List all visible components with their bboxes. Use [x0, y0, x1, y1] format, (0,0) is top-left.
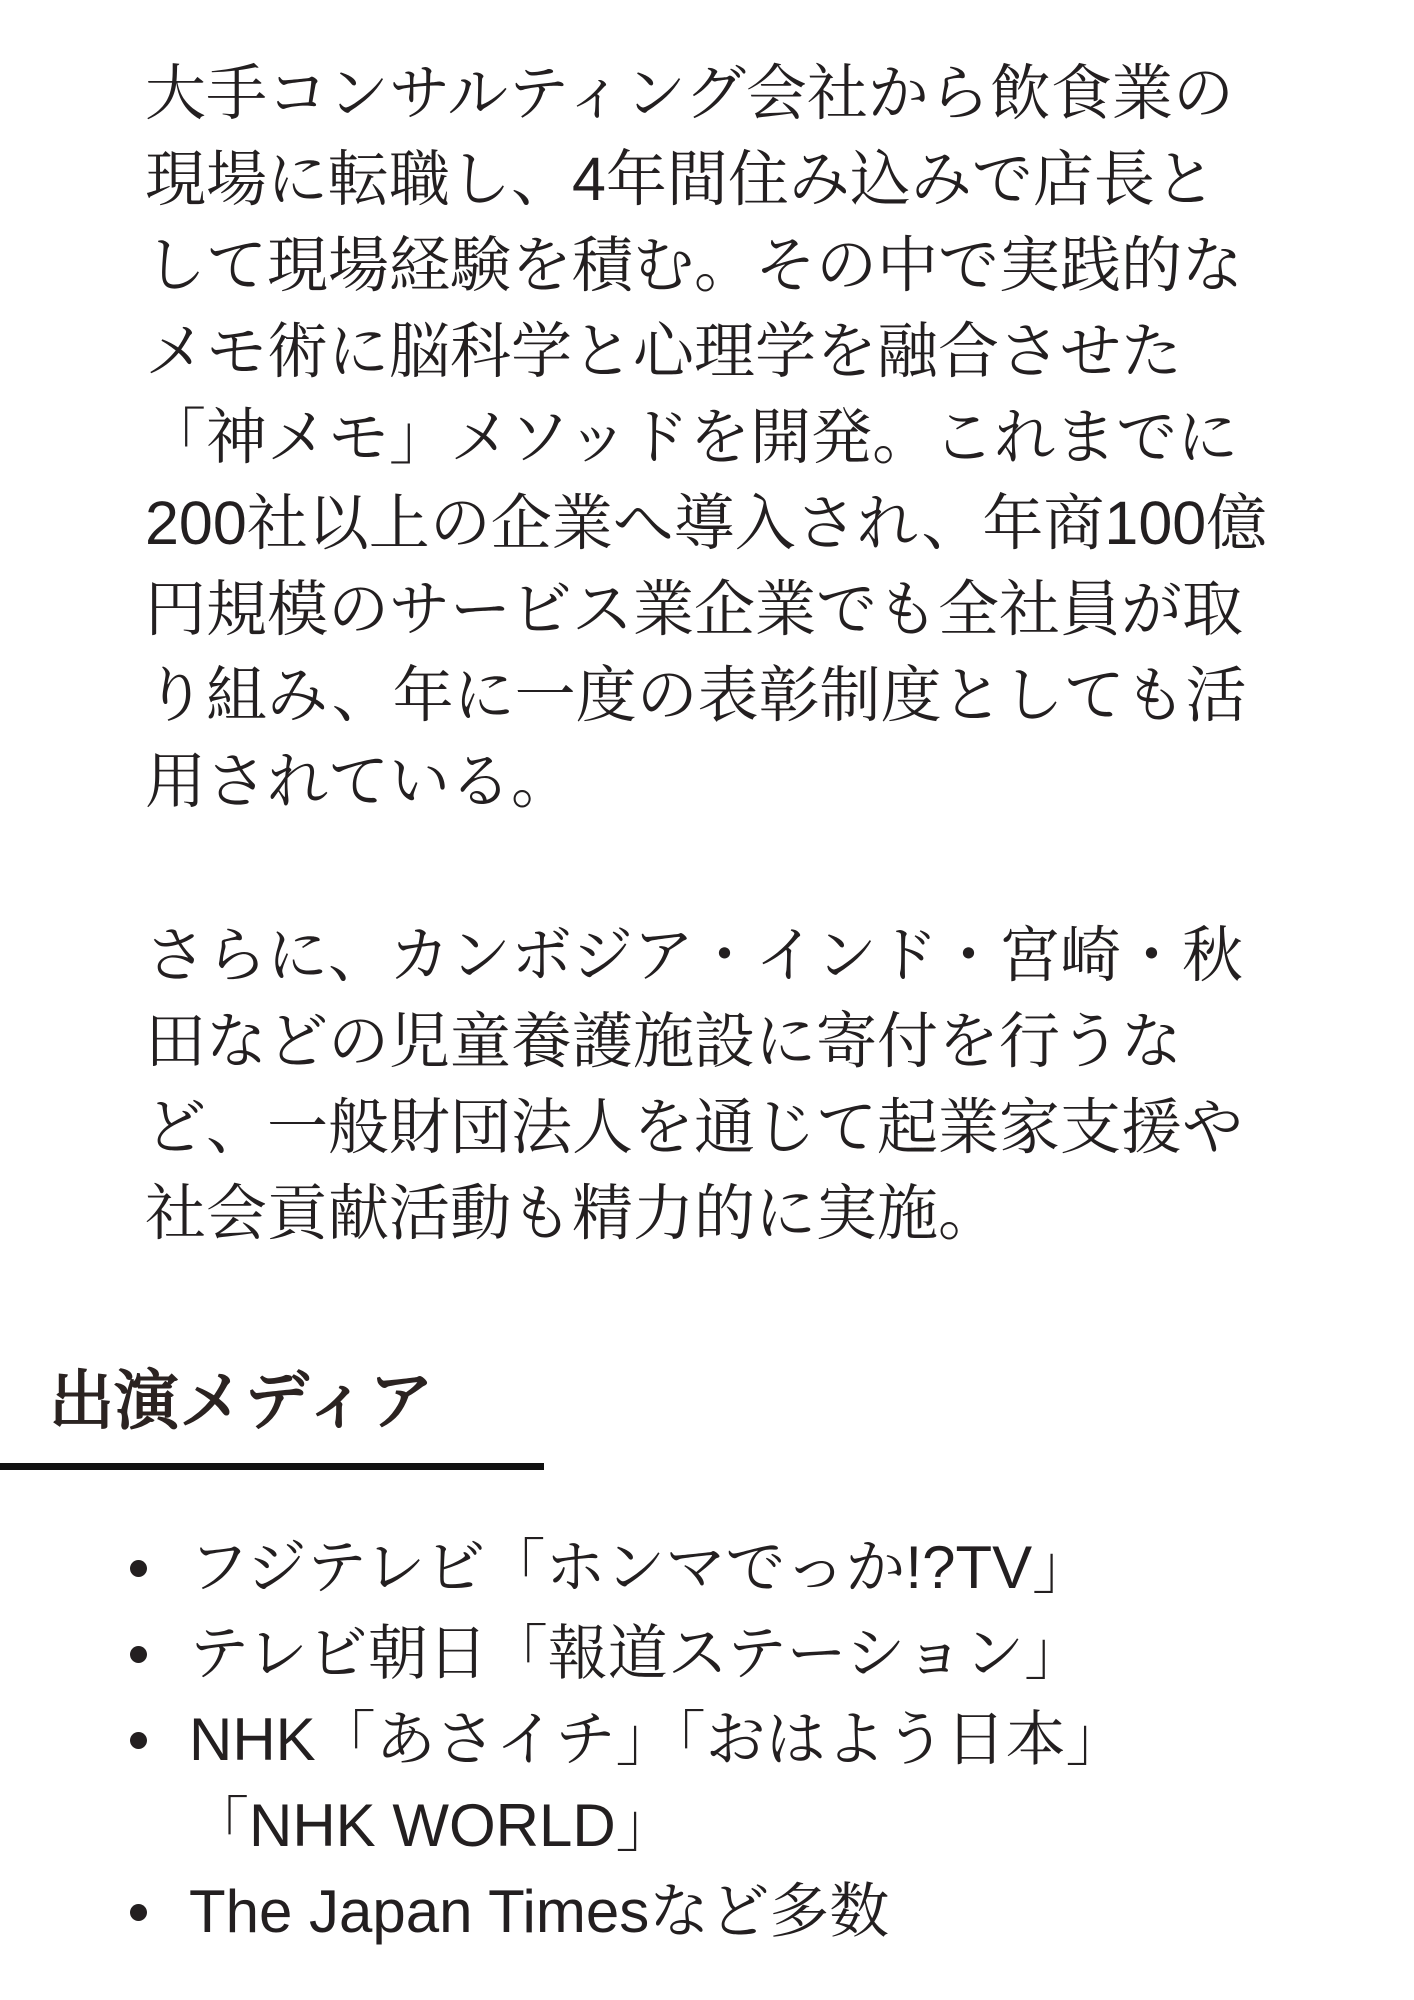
profile-line: 社会貢献活動も精力的に実施。: [145, 1179, 1000, 1247]
media-item-text: フジテレビ「ホンマでっか!?TV」: [189, 1534, 1093, 1601]
heading-underline: [0, 1463, 544, 1470]
media-list: [0, 1525, 1126, 1955]
media-item-text: 「NHK WORLD」: [189, 1792, 676, 1859]
profile-paragraph: [145, 50, 1267, 824]
profile-line: 大手コンサルティング会社から飲食業の: [145, 59, 1234, 127]
profile-line: 円規模のサービス業企業でも全社員が取: [145, 575, 1244, 643]
media-list-item: [0, 1697, 1126, 1869]
profile-line: 現場に転職し、4年間住み込みで店長と: [145, 145, 1216, 213]
profile-line: 「神メモ」メソッドを開発。これまでに: [145, 403, 1239, 471]
media-list-item: [0, 1525, 1126, 1611]
profile-line: して現場経験を積む。その中で実践的な: [145, 231, 1244, 299]
bullet-icon: [130, 1560, 147, 1577]
profile-line: 用されている。: [145, 747, 573, 815]
bullet-icon: [130, 1646, 147, 1663]
profile-line: さらに、カンボジア・インド・宮崎・秋: [145, 921, 1244, 989]
profile-line: 200社以上の企業へ導入され、年商100億: [145, 489, 1268, 557]
profile-line: 田などの児童養護施設に寄付を行うな: [145, 1007, 1183, 1075]
media-item-text: NHK「あさイチ」「おはよう日本」: [189, 1706, 1126, 1773]
bullet-icon: [130, 1904, 147, 1921]
media-item-text: The Japan Timesなど多数: [189, 1878, 890, 1945]
profile-line: メモ術に脳科学と心理学を融合させた: [145, 317, 1183, 385]
media-heading: 出演メディア: [49, 1364, 434, 1437]
profile-line: り組み、年に一度の表彰制度としても活: [145, 661, 1247, 729]
bullet-icon: [130, 1732, 147, 1749]
media-item-text: テレビ朝日「報道ステーション」: [189, 1620, 1085, 1687]
profile-line: ど、一般財団法人を通じて起業家支援や: [145, 1093, 1244, 1161]
media-list-item: [0, 1611, 1126, 1697]
media-list-item: [0, 1869, 1126, 1955]
profile-paragraph: [145, 912, 1243, 1256]
